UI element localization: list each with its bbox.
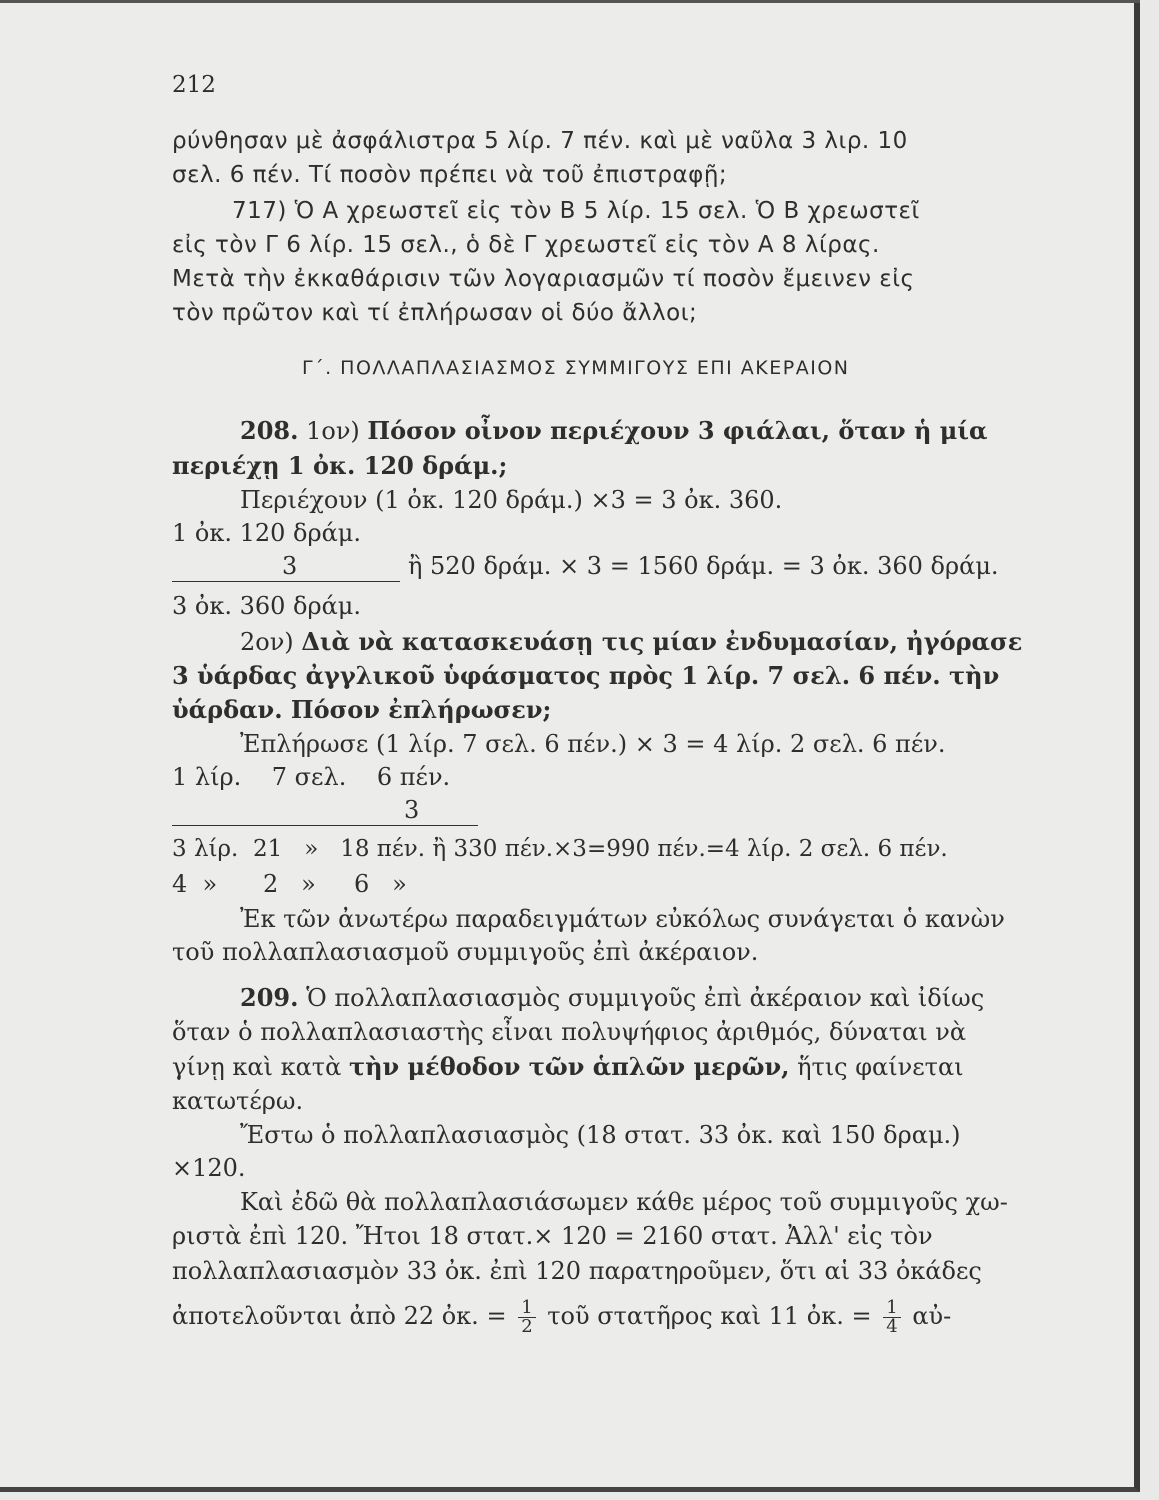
- fraction-numerator: 1: [518, 1299, 535, 1318]
- multiplier: 3: [282, 552, 298, 580]
- subpart-label: 2ον): [240, 628, 294, 656]
- text-line: ὅταν ὁ πολλαπλασιαστὴς εἶναι πολυψήφιος ἀριθμός, δύναται νὰ: [172, 1018, 967, 1046]
- text-span: αὐ-: [912, 1302, 952, 1330]
- text-line: πολλαπλασιασμὸν 33 ὀκ. ἐπὶ 120 παρατηροῦμεν, ὅτι αἱ 33 ὀκάδες: [172, 1257, 982, 1285]
- calculation-line: 1 ὀκ. 120 δράμ.: [172, 519, 362, 547]
- calculation-line: Ἐπλήρωσε (1 λίρ. 7 σελ. 6 πέν.) × 3 = 4 λίρ. 2 σελ. 6 πέν.: [240, 730, 946, 758]
- text-line: τὸν πρῶτον καὶ τί ἐπλήρωσαν οἱ δύο ἄλλοι;: [172, 300, 698, 326]
- text-line: εἰς τὸν Γ 6 λίρ. 15 σελ., ὁ δὲ Γ χρεωστεῖ εἰς τὸν Α 8 λίρας.: [172, 232, 880, 258]
- calculation-line: Περιέχουν (1 ὀκ. 120 δράμ.) ×3 = 3 ὀκ. 360.: [240, 486, 783, 514]
- text-line: Μετὰ τὴν ἐκκαθάρισιν τῶν λογαριασμῶν τί ποσὸν ἔμεινεν εἰς: [172, 266, 915, 292]
- text-span: γίνῃ καὶ κατὰ: [172, 1053, 342, 1081]
- fraction-denominator: 4: [886, 1316, 898, 1337]
- text-span: Ὁ πολλαπλασιασμὸς συμμιγοῦς ἐπὶ ἀκέραιον καὶ ἰδίως: [306, 984, 985, 1012]
- text-span: ἥτις φαίνεται: [797, 1053, 964, 1081]
- calculation-line: 1 λίρ. 7 σελ. 6 πέν.: [172, 763, 451, 791]
- calculation-line: 3 ὀκ. 360 δράμ.: [172, 592, 362, 620]
- text-line: Καὶ ἐδῶ θὰ πολλαπλασιάσωμεν κάθε μέρος τοῦ συμμιγοῦς χω-: [240, 1188, 1008, 1216]
- text-line: Ἔστω ὁ πολλαπλασιασμὸς (18 στατ. 33 ὀκ. καὶ 150 δραμ.): [240, 1121, 961, 1149]
- text-line: κατωτέρω.: [172, 1087, 304, 1115]
- fraction-one-half: [518, 1299, 535, 1336]
- problem-text: Πόσον οἶνον περιέχουν 3 φιάλαι, ὅταν ἡ μία: [367, 416, 988, 445]
- text-line: τοῦ πολλαπλασιασμοῦ συμμιγοῦς ἐπὶ ἀκέραιον.: [172, 938, 759, 966]
- text-line: Ἐκ τῶν ἀνωτέρω παραδειγμάτων εὐκόλως συνάγεται ὁ κανὼν: [240, 905, 1005, 933]
- fraction-numerator: 1: [883, 1299, 900, 1318]
- text-line: 717) Ὁ Α χρεωστεῖ εἰς τὸν Β 5 λίρ. 15 σελ. Ὁ Β χρεωστεῖ: [232, 198, 920, 224]
- multiplier: 3: [404, 796, 420, 824]
- fraction-one-quarter: [883, 1299, 900, 1336]
- problem-text: 3 ὑάρδας ἀγγλικοῦ ὑφάσματος πρὸς 1 λίρ. 7 σελ. 6 πέν. τὴν: [172, 661, 1000, 690]
- page-number: 212: [172, 72, 216, 98]
- text-line: σελ. 6 πέν. Τί ποσὸν πρέπει νὰ τοῦ ἐπιστραφῇ;: [172, 162, 728, 188]
- sum-rule: [172, 825, 478, 826]
- calculation-line: 3 λίρ. 21 » 18 πέν. ἢ 330 πέν.×3=990 πέν.=4 λίρ. 2 σελ. 6 πέν.: [172, 836, 948, 862]
- text-line: ριστὰ ἐπὶ 120. Ἤτοι 18 στατ.× 120 = 2160 στατ. Ἀλλ' εἰς τὸν: [172, 1222, 933, 1250]
- text-span: τοῦ στατῆρος καὶ 11 ὀκ. =: [547, 1302, 872, 1330]
- problem-text: ὑάρδαν. Πόσον ἐπλήρωσεν;: [172, 695, 552, 724]
- sum-rule: [172, 581, 400, 582]
- paragraph-number: 209.: [240, 983, 299, 1012]
- problem-text: Διὰ νὰ κατασκευάσῃ τις μίαν ἐνδυμασίαν, ἠγόρασε: [301, 627, 1023, 656]
- emphasized-text: τὴν μέθοδον τῶν ἁπλῶν μερῶν,: [348, 1052, 790, 1081]
- problem-text: περιέχῃ 1 ὀκ. 120 δράμ.;: [172, 451, 508, 480]
- text-line: ρύνθησαν μὲ ἀσφάλιστρα 5 λίρ. 7 πέν. καὶ μὲ ναῦλα 3 λιρ. 10: [172, 128, 908, 154]
- subpart-label: 1ον): [306, 417, 360, 445]
- fraction-denominator: 2: [521, 1316, 533, 1337]
- calculation-line: ἢ 520 δράμ. × 3 = 1560 δράμ. = 3 ὀκ. 360 δράμ.: [408, 552, 999, 580]
- section-heading: Γ΄. ΠΟΛΛΑΠΛΑΣΙΑΣΜΟΣ ΣΥΜΜΙΓΟΥΣ ΕΠΙ ΑΚΕΡΑΙΟΝ: [302, 357, 850, 379]
- text-line: ×120.: [172, 1154, 246, 1182]
- paragraph-number: 208.: [240, 416, 299, 445]
- calculation-line: 4 » 2 » 6 »: [172, 870, 407, 898]
- text-span: ἀποτελοῦνται ἀπὸ 22 ὀκ. =: [172, 1302, 507, 1330]
- scan-top-edge: [0, 0, 1140, 3]
